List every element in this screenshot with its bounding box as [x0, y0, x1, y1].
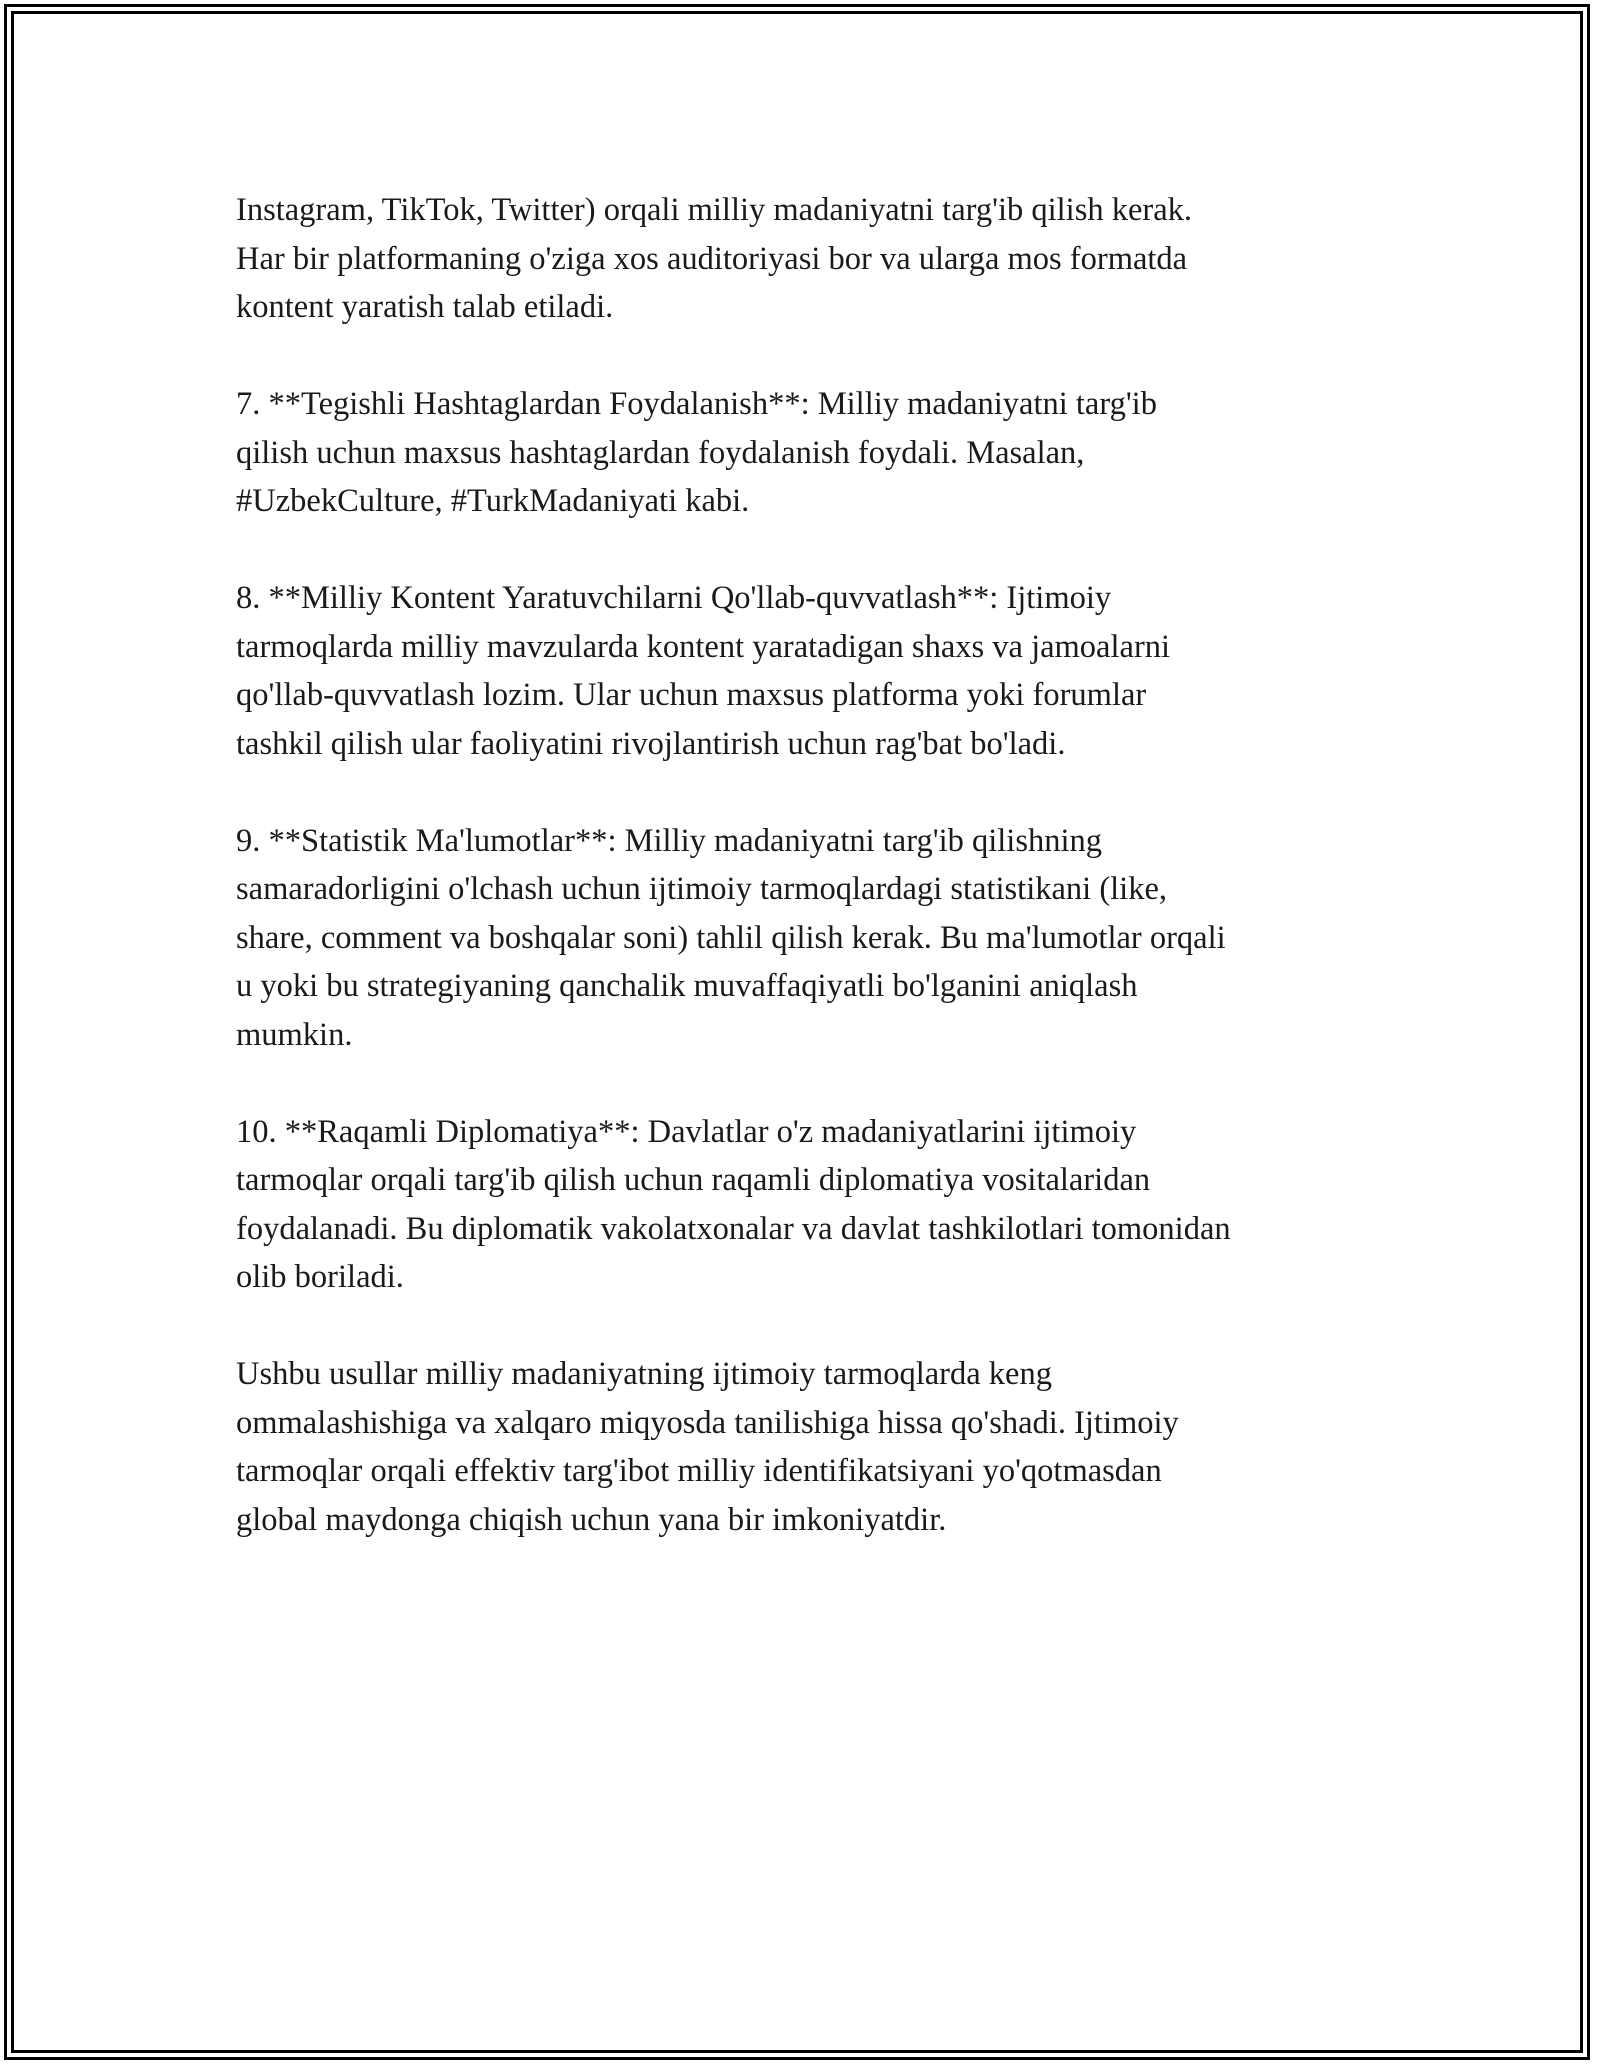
paragraph-intro-continuation: Instagram, TikTok, Twitter) orqali milliy madaniyatni targ'ib qilish kerak. Har bir platformaning o'ziga xos auditoriyasi bor va ularga mos formatda kontent yaratish talab etiladi. [236, 192, 1193, 325]
paragraph-item-7-hashtags: 7. **Tegishli Hashtaglardan Foydalanish**: Milliy madaniyatni targ'ib qilish uchun maxsus hashtaglardan foydalanish foydali. Masalan, #UzbekCulture, #TurkMadaniyati kabi. [236, 386, 1157, 519]
document-body [236, 186, 1386, 1544]
paragraph-item-8-content-creators: 8. **Milliy Kontent Yaratuvchilarni Qo'llab-quvvatlash**: Ijtimoiy tarmoqlarda milliy mavzularda kontent yaratadigan shaxs va jamoalarni qo'llab-quvvatlash lozim. Ular uchun maxsus platforma yoki forumlar tashkil qilish ular faoliyatini rivojlantirish uchun rag'bat bo'ladi. [236, 580, 1171, 762]
paragraph-conclusion: Ushbu usullar milliy madaniyatning ijtimoiy tarmoqlarda keng ommalashishiga va xalqaro miqyosda tanilishiga hissa qo'shadi. Ijtimoiy tarmoqlar orqali effektiv targ'ibot milliy identifikatsiyani yo'qotmasdan global maydonga chiqish uchun yana bir imkoniyatdir. [236, 1356, 1179, 1538]
paragraph-item-10-digital-diplomacy: 10. **Raqamli Diplomatiya**: Davlatlar o'z madaniyatlarini ijtimoiy tarmoqlar orqali targ'ib qilish uchun raqamli diplomatiya vositalaridan foydalanadi. Bu diplomatik vakolatxonalar va davlat tashkilotlari tomonidan olib boriladi. [236, 1113, 1231, 1295]
paragraph-item-9-statistics: 9. **Statistik Ma'lumotlar**: Milliy madaniyatni targ'ib qilishning samaradorligini o'lchash uchun ijtimoiy tarmoqlardagi statistikani (like, share, comment va boshqalar soni) tahlil qilish kerak. Bu ma'lumotlar orqali u yoki bu strategiyaning qanchalik muvaffaqiyatli bo'lganini aniqlash mumkin. [236, 822, 1226, 1053]
